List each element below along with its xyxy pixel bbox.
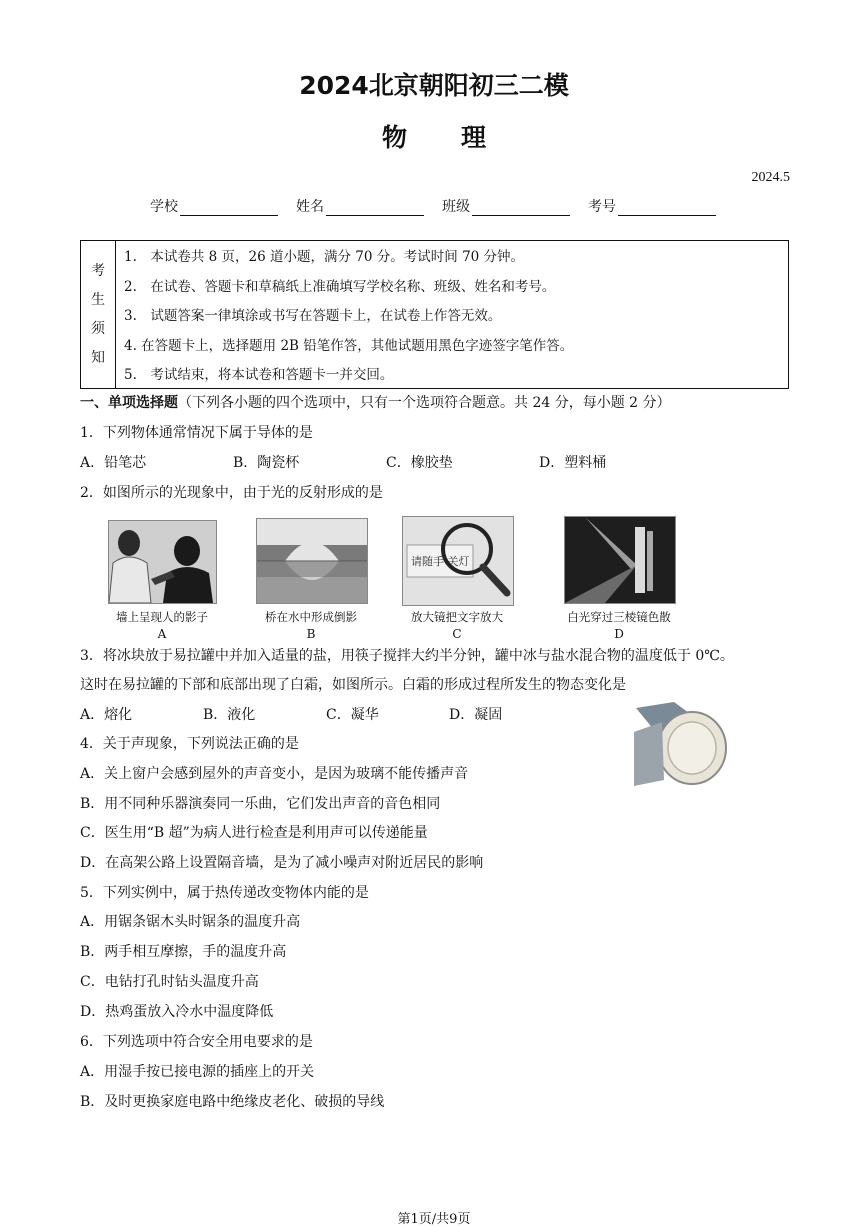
subject-title: 物理 <box>381 123 540 152</box>
figure-b-letter[interactable]: B <box>306 627 316 641</box>
option-d[interactable]: D．在高架公路上设置隔音墙，是为了减小噪声对附近居民的影响 <box>80 855 484 871</box>
question-1-options <box>80 452 606 472</box>
notice-label: 考 生 须 知 <box>81 241 116 388</box>
figure-a-shadow-photo <box>108 520 217 604</box>
question-2-stem: 2．如图所示的光现象中，由于光的反射形成的是 <box>80 485 383 501</box>
name-field[interactable]: 姓名 <box>296 196 424 216</box>
school-field[interactable]: 学校 <box>150 196 278 216</box>
question-3-stem-line-2: 这时在易拉罐的下部和底部出现了白霜，如图所示。白霜的形成过程所发生的物态变化是 <box>80 677 626 693</box>
exam-notice-box <box>80 240 789 389</box>
option-b[interactable]: B．及时更换家庭电路中绝缘皮老化、破损的导线 <box>80 1094 385 1110</box>
option-a[interactable]: A．关上窗户会感到屋外的声音变小，是因为玻璃不能传播声音 <box>80 766 469 782</box>
notice-item: 1. 本试卷共 8 页，26 道小题，满分 70 分。考试时间 70 分钟。 <box>124 249 525 265</box>
option-a[interactable]: A．用锯条锯木头时锯条的温度升高 <box>80 914 301 930</box>
option-b[interactable]: B．两手相互摩擦，手的温度升高 <box>80 944 287 960</box>
figure-d-letter[interactable]: D <box>614 627 624 641</box>
page-number: 第1页/共9页 <box>397 1212 471 1227</box>
page-title: 2024北京朝阳初三二模 <box>299 71 569 100</box>
notice-item: 2. 在试卷、答题卡和草稿纸上准确填写学校名称、班级、姓名和考号。 <box>124 278 556 295</box>
option-a[interactable]: A．铅笔芯 <box>80 455 147 471</box>
question-1-stem: 1．下列物体通常情况下属于导体的是 <box>80 425 313 441</box>
notice-item: 4. 在答题卡上，选择题用 2B 铅笔作答，其他试题用黑色字迹签字笔作答。 <box>124 337 574 354</box>
question-3-options <box>80 704 502 724</box>
option-d[interactable]: D．凝固 <box>449 707 503 723</box>
question-3-stem-line-1: 3．将冰块放于易拉罐中并加入适量的盐，用筷子搅拌大约半分钟，罐中冰与盐水混合物的温度低于 0℃。 <box>80 648 734 664</box>
figure-b-caption: 桥在水中形成倒影 <box>265 610 357 624</box>
class-field[interactable]: 班级 <box>442 196 570 216</box>
section-heading: 一、单项选择题（下列各小题的四个选项中，只有一个选项符合题意。共 24 分，每小题 2 分） <box>80 395 671 411</box>
figure-a-letter[interactable]: A <box>157 627 167 641</box>
figure-a-caption: 墙上呈现人的影子 <box>116 610 208 624</box>
figure-c-letter[interactable]: C <box>452 627 462 641</box>
student-info-fields <box>150 196 716 216</box>
option-a[interactable]: A．用湿手按已接电源的插座上的开关 <box>80 1064 315 1080</box>
exam-date: 2024.5 <box>751 170 790 185</box>
option-c[interactable]: C．凝华 <box>326 707 379 723</box>
notice-item: 5. 考试结束，将本试卷和答题卡一并交回。 <box>124 367 394 383</box>
option-d[interactable]: D．塑料桶 <box>539 455 607 471</box>
option-c[interactable]: C．医生用“B 超”为病人进行检查是利用声可以传递能量 <box>80 825 428 841</box>
option-d[interactable]: D．热鸡蛋放入冷水中温度降低 <box>80 1004 274 1020</box>
notice-item: 3. 试题答案一律填涂或书写在答题卡上，在试卷上作答无效。 <box>124 308 502 324</box>
question-6-stem: 6．下列选项中符合安全用电要求的是 <box>80 1034 313 1050</box>
figure-d-caption: 白光穿过三棱镜色散 <box>567 610 671 624</box>
sign-text: 请随手 关灯 <box>411 555 470 568</box>
option-b[interactable]: B．陶瓷杯 <box>233 455 300 471</box>
option-c[interactable]: C．橡胶垫 <box>386 455 453 471</box>
option-c[interactable]: C．电钻打孔时钻头温度升高 <box>80 974 259 990</box>
option-b[interactable]: B．用不同种乐器演奏同一乐曲，它们发出声音的音色相同 <box>80 796 441 812</box>
question-4-stem: 4．关于声现象，下列说法正确的是 <box>80 736 299 752</box>
figure-b-bridge-photo <box>256 518 368 604</box>
figure-c-magnifier-photo <box>402 516 514 606</box>
option-b[interactable]: B．液化 <box>203 707 256 723</box>
frosted-can-photo <box>634 702 728 786</box>
figure-c-caption: 放大镜把文字放大 <box>411 610 503 624</box>
option-a[interactable]: A．熔化 <box>80 707 133 723</box>
question-5-stem: 5．下列实例中，属于热传递改变物体内能的是 <box>80 885 369 901</box>
notice-items <box>116 241 788 388</box>
figure-d-prism-photo <box>564 516 676 604</box>
exam-number-field[interactable]: 考号 <box>588 196 716 216</box>
